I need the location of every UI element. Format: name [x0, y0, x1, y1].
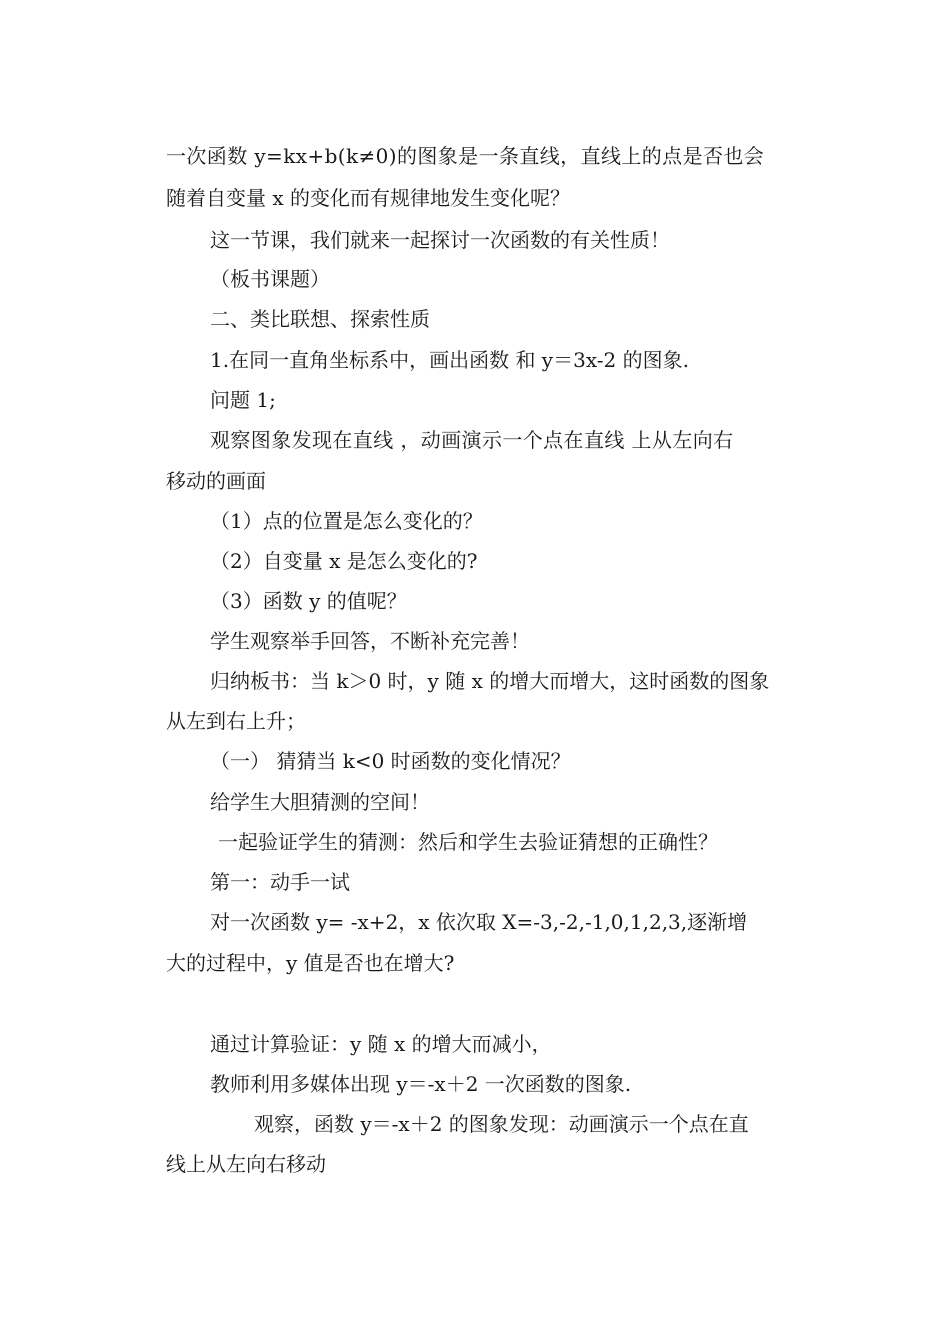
- paragraph-line-14: 归纳板书：当 k＞0 时，y 随 x 的增大而增大，这时函数的图象: [210, 669, 770, 693]
- paragraph-line-17: 给学生大胆猜测的空间！: [210, 790, 430, 814]
- paragraph-line-20: 对一次函数 y= -x+2，x 依次取 X=-3,-2,-1,0,1,2,3,逐渐增: [210, 910, 748, 934]
- paragraph-line-1: 一次函数 y=kx+b(k≠0)的图象是一条直线，直线上的点是否也会: [166, 144, 765, 168]
- paragraph-line-15: 从左到右上升；: [166, 709, 306, 733]
- question-item-3: （3）函数 y 的值呢？: [210, 589, 407, 613]
- paragraph-line-8: 观察图象发现在直线 ，动画演示一个点在直线 上从左向右: [210, 428, 734, 452]
- paragraph-line-23: 教师利用多媒体出现 y＝-x＋2 一次函数的图象.: [210, 1072, 632, 1096]
- paragraph-line-19: 第一：动手一试: [210, 870, 350, 894]
- section-heading: 二、类比联想、探索性质: [210, 307, 430, 331]
- question-item-2: （2）自变量 x 是怎么变化的?: [210, 549, 478, 573]
- paragraph-line-24: 观察，函数 y＝-x＋2 的图象发现：动画演示一个点在直: [254, 1112, 749, 1136]
- question-item-1: （1）点的位置是怎么变化的？: [210, 509, 483, 533]
- paragraph-line-13: 学生观察举手回答，不断补充完善！: [210, 629, 530, 653]
- paragraph-line-18: 一起验证学生的猜测：然后和学生去验证猜想的正确性？: [218, 830, 718, 854]
- paragraph-line-9: 移动的画面: [166, 469, 266, 493]
- paragraph-line-4: （板书课题）: [210, 267, 330, 291]
- paragraph-line-16: （一） 猜猜当 k<0 时函数的变化情况？: [210, 749, 571, 773]
- paragraph-line-6: 1.在同一直角坐标系中，画出函数 和 y＝3x-2 的图象.: [210, 348, 689, 372]
- paragraph-line-2: 随着自变量 x 的变化而有规律地发生变化呢？: [166, 186, 570, 210]
- paragraph-line-7: 问题 1;: [210, 388, 276, 412]
- paragraph-line-22: 通过计算验证：y 随 x 的增大而减小，: [210, 1032, 552, 1056]
- paragraph-line-25: 线上从左向右移动: [166, 1152, 326, 1176]
- paragraph-line-3: 这一节课，我们就来一起探讨一次函数的有关性质！: [210, 228, 670, 252]
- paragraph-line-21: 大的过程中，y 值是否也在增大?: [166, 951, 455, 975]
